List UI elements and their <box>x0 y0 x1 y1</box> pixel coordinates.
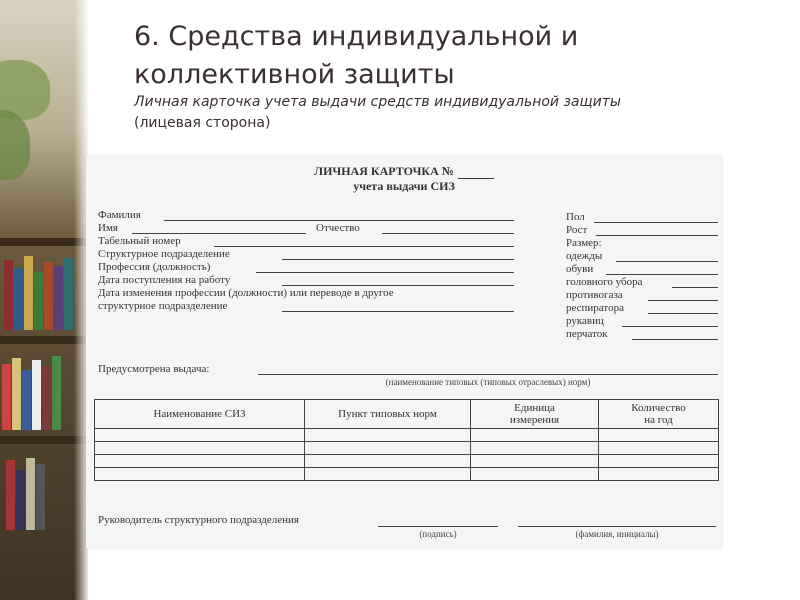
table-row <box>95 442 719 455</box>
field-surname-label: Фамилия <box>98 209 141 221</box>
card-heading-subtitle: учета выдачи СИЗ <box>353 179 455 193</box>
subtitle-line-1: Личная карточка учета выдачи средств индивидуальной защиты <box>134 94 621 110</box>
field-personnel-number-label: Табельный номер <box>98 235 181 247</box>
ppe-card-scan <box>86 156 722 548</box>
decorative-photo <box>0 0 88 600</box>
field-respirator-line <box>648 313 718 314</box>
field-size-label: Размер: <box>566 237 602 249</box>
card-heading-title: ЛИЧНАЯ КАРТОЧКА № <box>314 164 454 178</box>
signature-line <box>378 526 498 527</box>
field-height-line <box>596 235 718 236</box>
full-name-line <box>518 526 716 527</box>
full-name-note: (фамилия, инициалы) <box>575 529 659 539</box>
field-name-label: Имя <box>98 222 118 234</box>
footer-head-label: Руководитель структурного подразделения <box>98 514 299 526</box>
field-change-date-label-1: Дата изменения профессии (должности) или переводе в другое <box>98 287 394 299</box>
field-gender-label: Пол <box>566 211 585 223</box>
field-height-label: Рост <box>566 224 588 236</box>
field-respirator-label: респиратора <box>566 302 624 314</box>
field-change-date-line <box>282 311 514 312</box>
slide-subtitle <box>134 92 754 134</box>
table-header-quantity: Количество на год <box>599 400 719 429</box>
field-hire-date-line <box>282 285 514 286</box>
table-row <box>95 455 719 468</box>
table-row <box>95 468 719 481</box>
signature-note: (подпись) <box>419 529 457 539</box>
table-header-ppe-name: Наименование СИЗ <box>95 400 305 429</box>
slide-title: 6. Средства индивидуальной и коллективной защиты <box>134 21 579 90</box>
field-personnel-number-line <box>214 246 514 247</box>
field-change-date-label-2: структурное подразделение <box>98 300 228 312</box>
field-gas-mask-line <box>648 300 718 301</box>
field-patronymic-label: Отчество <box>316 222 360 234</box>
table-header-unit: Единица измерения <box>471 400 599 429</box>
field-hire-date-label: Дата поступления на работу <box>98 274 231 286</box>
issue-label: Предусмотрена выдача: <box>98 363 210 375</box>
field-gender-line <box>594 222 718 223</box>
card-number-line <box>458 167 494 179</box>
field-department-label: Структурное подразделение <box>98 248 230 260</box>
field-profession-label: Профессия (должность) <box>98 261 211 273</box>
field-name-line <box>132 233 306 234</box>
table-header-norm-item: Пункт типовых норм <box>305 400 471 429</box>
field-clothes-line <box>616 261 718 262</box>
field-patronymic-line <box>382 233 514 234</box>
field-surname-line <box>164 220 514 221</box>
table-header-row <box>95 400 719 429</box>
card-heading <box>86 164 722 194</box>
field-gloves-line <box>632 339 718 340</box>
field-profession-line <box>256 272 514 273</box>
table-row <box>95 429 719 442</box>
field-shoes-line <box>606 274 718 275</box>
subtitle-line-2: (лицевая сторона) <box>134 115 271 131</box>
field-headwear-label: головного убора <box>566 276 643 288</box>
plant-leaves <box>0 110 30 180</box>
field-clothes-label: одежды <box>566 250 603 262</box>
field-gas-mask-label: противогаза <box>566 289 623 301</box>
field-mittens-line <box>622 326 718 327</box>
field-department-line <box>282 259 514 260</box>
issue-note: (наименование типовых (типовых отраслевых) норм) <box>385 377 591 387</box>
field-shoes-label: обуви <box>566 263 594 275</box>
ppe-issue-table <box>94 399 719 481</box>
field-mittens-label: рукавиц <box>566 315 604 327</box>
issue-line <box>258 374 718 375</box>
field-gloves-label: перчаток <box>566 328 608 340</box>
field-headwear-line <box>672 287 718 288</box>
